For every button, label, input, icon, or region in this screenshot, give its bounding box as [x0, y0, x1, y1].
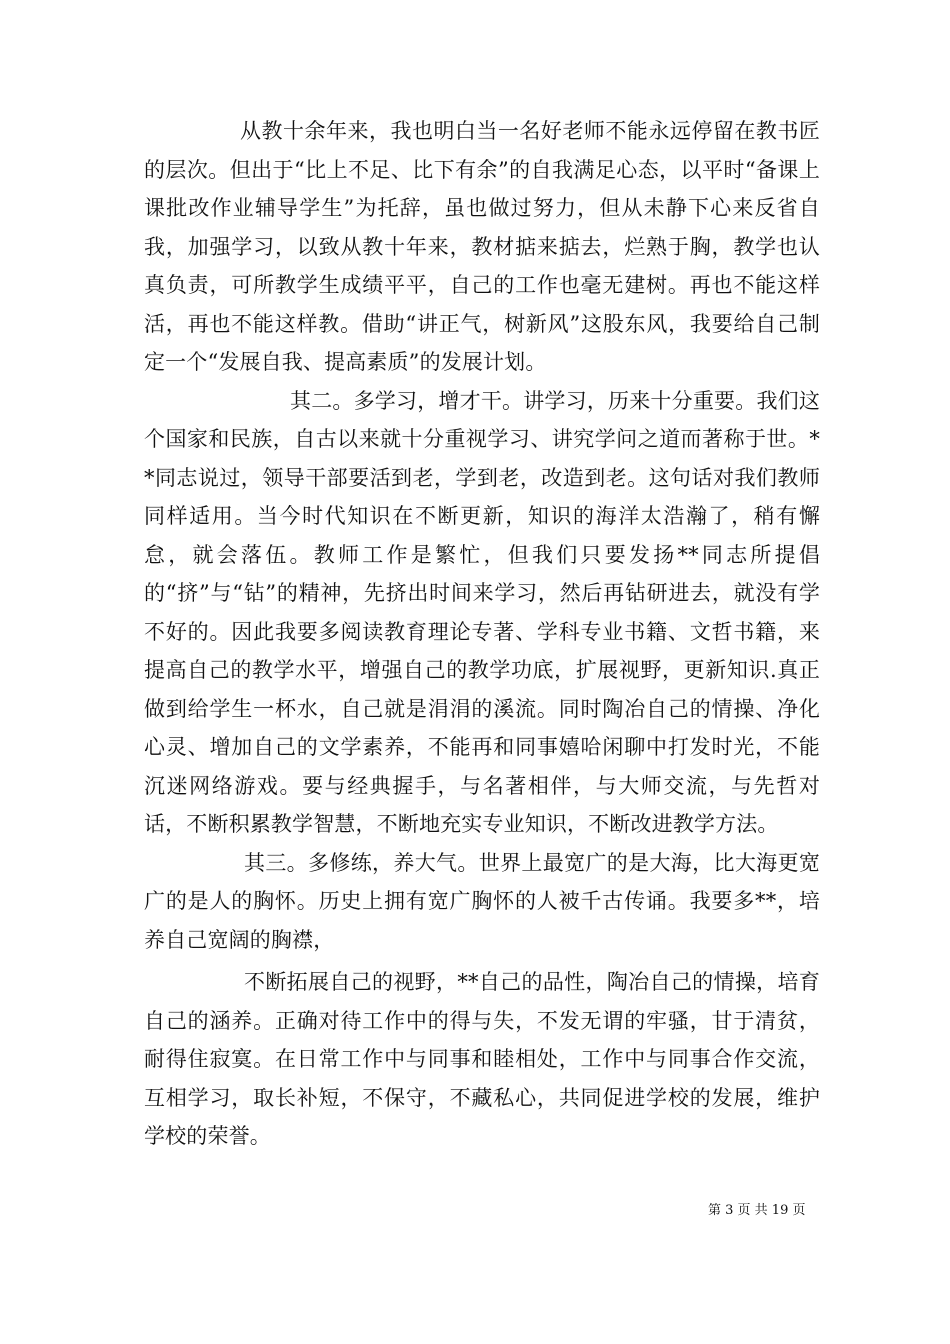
- paragraph-3: 其三。多修练，养大气。世界上最宽广的是大海，比大海更宽广的是人的胸怀。历史上拥有宽广胸怀的人被千古传诵。我要多**，培养自己宽阔的胸襟，: [144, 850, 820, 952]
- page-number-footer: 第 3 页 共 19 页: [708, 1203, 806, 1218]
- document-body: [144, 112, 820, 1156]
- paragraph-2: 其二。多学习，增才干。讲学习，历来十分重要。我们这个国家和民族，自古以来就十分重视学习、讲究学问之道而著称于世。**同志说过，领导干部要活到老，学到老，改造到老。这句话对我们教师同样适用。当今时代知识在不断更新，知识的海洋太浩瀚了，稍有懈怠，就会落伍。教师工作是繁忙，但我们只要发扬**同志所提倡的“挤”与“钻”的精神，先挤出时间来学习，然后再钻研进去，就没有学不好的。因此我要多阅读教育理论专著、学科专业书籍、文哲书籍，来提高自己的教学水平，增强自己的教学功底，扩展视野，更新知识.真正做到给学生一杯水，自己就是涓涓的溪流。同时陶冶自己的情操、净化心灵、增加自己的文学素养，不能再和同事嬉哈闲聊中打发时光，不能沉迷网络游戏。要与经典握手，与名著相伴，与大师交流，与先哲对话，不断积累教学智慧，不断地充实专业知识，不断改进教学方法。: [144, 388, 820, 836]
- paragraph-4: 不断拓展自己的视野，**自己的品性，陶冶自己的情操，培育自己的涵养。正确对待工作中的得与失，不发无谓的牢骚，甘于清贫，耐得住寂寞。在日常工作中与同事和睦相处，工作中与同事合作交流，互相学习，取长补短，不保守，不藏私心，共同促进学校的发展，维护学校的荣誉。: [144, 970, 820, 1148]
- paragraph-1: 从教十余年来，我也明白当一名好老师不能永远停留在教书匠的层次。但出于“比上不足、比下有余”的自我满足心态，以平时“备课上课批改作业辅导学生”为托辞，虽也做过努力，但从未静下心来反省自我，加强学习，以致从教十年来，教材掂来掂去，烂熟于胸，教学也认真负责，可所教学生成绩平平，自己的工作也毫无建树。再也不能这样活，再也不能这样教。借助“讲正气，树新风”这股东风，我要给自己制定一个“发展自我、提高素质”的发展计划。: [144, 119, 820, 374]
